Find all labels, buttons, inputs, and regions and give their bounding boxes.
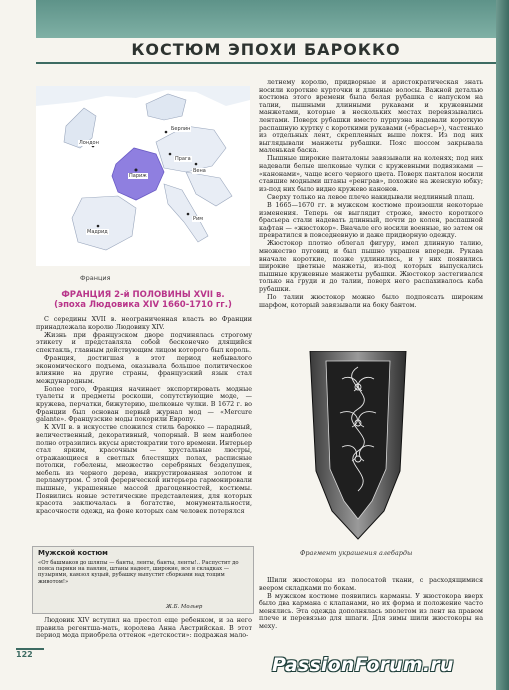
section-heading: [36, 290, 250, 310]
quote-box-title: Мужской костюм: [38, 549, 108, 557]
right-paragraph: летнему королю, придворные и аристократическая знать носили короткие курточки и длинные волосы. Важной деталью костюма этого времени была белая рубашка с напуском на талии, пышными длинными рукавами и кружевными манжетами, которые в нескольких местах перевязывались лентами. Поверх рубашки вместо пурпуэна надевали короткую распашную куртку с короткими рукавами («брасьер»), частенько из отдельных лент, скрепленных выше локтя. Из под них выглядывали манжеты рубашки. Пояс шоссом закрывала маленькая баска.: [259, 78, 483, 155]
halberd-ornament-image: [296, 351, 420, 541]
left-paragraph: Более того, Франция начинает экспортировать модные туалеты и предметы роскоши, сопутствующие моде, — кружева, перчатки, бижутерию, шелковые чулки. В 1672 г. во Франции был основан первый журнал мод — «Mercure galante». Французские моды покорили Европу.: [36, 384, 252, 424]
right-end-paragraph: В мужском костюме появились карманы. У жюстокора вверх было два кармана с клапанами, но их форма и положение часто менялись. Эта одежда дополнялась эполетом из лент на правом плече и перевязью для шпаги. Для зимы шили жюстокоры на меху.: [259, 591, 483, 631]
map-label-paris: Париж: [129, 173, 147, 179]
quote-box-text: «От башмаков до шляпы — банты, ленты, банты, ленты!.. Распустит до пояса парики на павлин, штаны надеет, широкие, все в складках — пузырями, камзол куцый, рубашку выпустит сборками над тощим животом!»: [38, 560, 239, 585]
right-column: [259, 79, 483, 310]
left-column: [36, 316, 252, 516]
left-paragraph: К XVII в. в искусстве сложился стиль барокко — парадный, величественный, декоративный, чопорный. В нем наиболее полно отразились вкусы аристократии того времени. Интерьер стал ярким, красочным — хрустальные люстры, отражающиеся в светлых блестящих полах, расписные потолки, гобелены, множество серебряных безделушек, мебель из черного дерева, инкрустированная золотом и перламутром. С этой ферерической интерьера гармонировали пышные, украшенные массой драгоценностей, костюмы. Появились новые эстетические представления, для которых красота заключалась в богатстве, монументальности, красочности одежд, на фоне которых сам человек потерялся: [36, 423, 252, 515]
map-label-rome: Рим: [193, 216, 204, 222]
right-paragraph: По талии жюстокор можно было подпоясать широким шарфом, который завязывали на боку бантом.: [259, 293, 483, 309]
page-number: 122: [16, 648, 44, 660]
europe-map: [36, 86, 250, 266]
quote-box-author: Ж.Б. Мольер: [166, 604, 203, 610]
right-paragraph: Сверху только на левое плечо накидывали недлинный плащ.: [267, 192, 475, 201]
page-edge: [496, 0, 509, 690]
left-paragraph: Жизнь при французском дворе подчинялась строгому этикету и представляла собой бесконечно длящийся спектакль, главным действующим лицом которого был король.: [36, 330, 252, 354]
map-caption: Франция: [80, 274, 111, 282]
left-paragraph: Франция, достигшая в этот период небывалого экономического подъема, оказывала большое политическое влияние на другие страны, французский язык стал международным.: [36, 353, 252, 385]
right-column-end: [259, 577, 483, 631]
page-title: КОСТЮМ ЭПОХИ БАРОККО: [131, 40, 401, 59]
site-watermark: PassionForum.ru: [272, 654, 454, 676]
map-label-berlin: Берлин: [171, 126, 191, 132]
map-label-madrid: Мадрид: [87, 229, 108, 235]
title-divider: [36, 62, 496, 64]
right-paragraph: Пышные широкие панталоны завязывали на коленях; под них надевали белые шелковые чулки с кружевными подвязками — «канонами», чаще всего черного цвета. Поверх панталон носили ставшие модными штаны «ренграв», похожие на женскую юбку; из-под них было видно кружево канонов.: [259, 154, 483, 193]
halberd-caption: Фрагмент украшения алебарды: [300, 549, 413, 557]
left-paragraph: С середины XVII в. неограниченная власть во Франции принадлежала королю Людовику XIV.: [36, 315, 252, 331]
left-column-end: [36, 617, 252, 640]
section-heading-line2: (эпоха Людовика XIV 1660-1710 гг.): [54, 300, 232, 310]
map-label-prague: Прага: [175, 156, 191, 162]
map-label-vienna: Вена: [193, 168, 206, 174]
map-label-london: Лондон: [79, 140, 99, 146]
header-band: [36, 0, 496, 38]
right-end-paragraph: Шили жюстокоры из полосатой ткани, с расходящимися веером складками по бокам.: [259, 576, 483, 592]
halberd-ornament-graphic: [296, 351, 420, 541]
section-heading-line1: ФРАНЦИЯ 2-й ПОЛОВИНЫ XVII в.: [61, 290, 225, 300]
right-paragraph: В 1665—1670 гг. в мужском костюме произошли некоторые изменения. Теперь он выглядит строже, вместо короткого брасьера стали надевать длинный, почти до колен, распашной кафтан — «жюстокор». Вначале его носили военные, но затем он превратился в повседневную и даже придворную одежду.: [259, 201, 483, 240]
right-paragraph: Жюстокор плотно облегал фигуру, имел длинную талию, множество пуговиц и был пышно украшен впереди. Рукава вначале короткие, позже удлинились, и у них появились широкие цветные манжеты, из-под которых выпускались пышные кружевные манжеты рубашки. Жюстокор застегивался только на груди и до талии, поверх него распахивалось каба рубашки.: [259, 239, 483, 294]
left-end-paragraph: Людовик XIV вступил на престол еще ребенком, и за него правила регентша-мать, королева Анна Австрийская. В этот период мода приобрела оттенок «детскости»: подражая мало-: [36, 616, 252, 640]
